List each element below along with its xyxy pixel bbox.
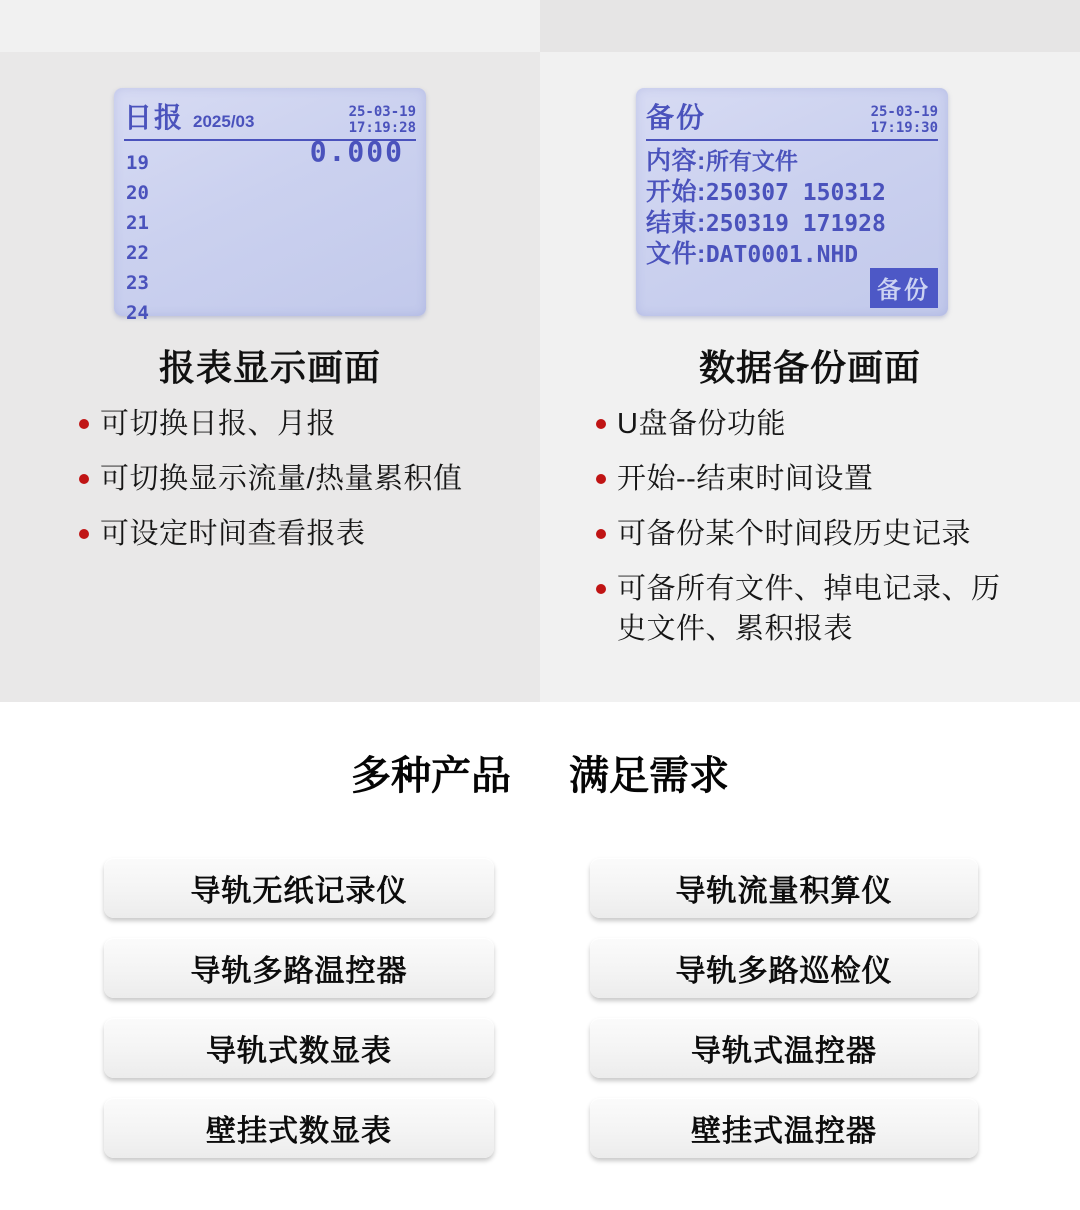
bullet-dot-icon [79, 529, 89, 539]
feature-item [617, 404, 1020, 444]
products-heading-part1: 多种产品 [351, 754, 511, 798]
bullet-dot-icon [79, 419, 89, 429]
backup-lcd-time: 17:19:30 [870, 119, 938, 136]
panel-report-display [0, 52, 540, 702]
backup-field [646, 146, 938, 177]
report-lcd-rows [124, 148, 416, 328]
report-lcd-title: 日报 [124, 102, 185, 133]
backup-lcd-fields [646, 146, 938, 270]
feature-item [617, 459, 1020, 499]
report-lcd-title-group [124, 96, 254, 136]
backup-field [646, 208, 938, 239]
backup-field [646, 177, 938, 208]
backup-lcd-datetime [871, 104, 938, 136]
panel-data-backup [540, 52, 1080, 702]
feature-text: 可备份某个时间段历史记录 [617, 518, 972, 550]
report-row: 19 [126, 152, 149, 174]
feature-text: 可备所有文件、掉电记录、历史文件、累积报表 [617, 573, 1001, 645]
backup-caption: 数据备份画面 [698, 347, 921, 388]
report-lcd-time: 17:19:28 [348, 119, 416, 136]
feature-text: 可设定时间查看报表 [100, 518, 366, 550]
report-lcd-screen [114, 88, 426, 324]
report-row: 21 [126, 212, 149, 234]
bullet-dot-icon [596, 419, 606, 429]
report-feature-list [0, 404, 540, 554]
bullet-dot-icon [596, 529, 606, 539]
backup-screen-button: 备份 [870, 268, 938, 308]
feature-item [100, 514, 510, 554]
previous-section-strip [0, 0, 1080, 52]
backup-lcd-title: 备份 [646, 102, 707, 133]
feature-panels [0, 52, 1080, 702]
report-row: 20 [126, 182, 149, 204]
feature-text: 开始--结束时间设置 [617, 463, 874, 495]
backup-field [646, 239, 938, 270]
feature-item [100, 404, 510, 444]
backup-lcd-screen [636, 88, 948, 316]
report-row: 24 [126, 302, 149, 324]
feature-item [617, 514, 1020, 554]
feature-text: 可切换日报、月报 [100, 408, 337, 440]
report-total-value: 0.000 [309, 135, 404, 168]
report-caption: 报表显示画面 [158, 347, 381, 388]
product-button[interactable]: 导轨多路巡检仪 [590, 938, 978, 998]
feature-item [617, 569, 1020, 649]
backup-lcd-title-group [646, 96, 706, 136]
product-button[interactable]: 导轨式数显表 [104, 1018, 494, 1078]
backup-lcd-date: 25-03-19 [870, 103, 938, 120]
backup-field-value: DAT0001.NHD [705, 242, 859, 268]
product-button[interactable]: 导轨无纸记录仪 [104, 858, 494, 918]
product-button[interactable]: 导轨多路温控器 [104, 938, 494, 998]
backup-field-label: 结束: [646, 209, 706, 237]
bullet-dot-icon [596, 584, 606, 594]
report-lcd-datetime [349, 104, 416, 136]
strip-left-background [0, 0, 540, 52]
strip-right-background [540, 0, 1080, 52]
products-heading-part2: 满足需求 [569, 754, 729, 798]
report-row: 23 [126, 272, 149, 294]
backup-field-value: 所有文件 [705, 149, 798, 175]
product-button[interactable]: 壁挂式数显表 [104, 1098, 494, 1158]
products-heading [0, 752, 1080, 800]
product-button[interactable]: 导轨式温控器 [590, 1018, 978, 1078]
feature-text: 可切换显示流量/热量累积值 [100, 463, 463, 495]
products-section [0, 702, 1080, 1210]
feature-item [100, 459, 510, 499]
product-button[interactable]: 导轨流量积算仪 [590, 858, 978, 918]
backup-lcd-header [646, 96, 938, 141]
backup-field-label: 内容: [646, 147, 706, 175]
backup-field-value: 250307 150312 [705, 180, 886, 206]
product-grid [104, 858, 1080, 1158]
backup-field-label: 开始: [646, 178, 706, 206]
report-row: 22 [126, 242, 149, 264]
product-button[interactable]: 壁挂式温控器 [590, 1098, 978, 1158]
backup-field-value: 250319 171928 [705, 211, 886, 237]
backup-feature-list [540, 404, 1080, 649]
feature-text: U盘备份功能 [617, 408, 786, 440]
bullet-dot-icon [79, 474, 89, 484]
report-lcd-period: 2025/03 [193, 112, 255, 131]
backup-field-label: 文件: [646, 240, 706, 268]
report-lcd-date: 25-03-19 [348, 103, 416, 120]
bullet-dot-icon [596, 474, 606, 484]
